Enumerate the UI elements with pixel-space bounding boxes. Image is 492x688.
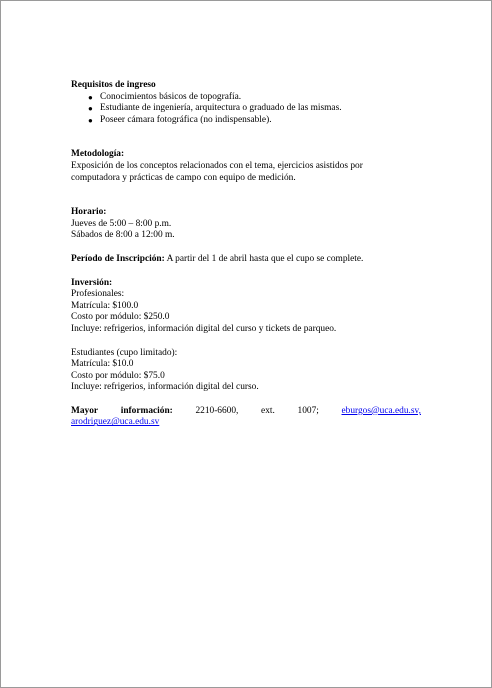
profesionales-costo: Costo por módulo: $250.0: [71, 312, 170, 323]
horario-heading: Horario:: [71, 207, 107, 218]
spacer: [71, 126, 421, 149]
list-item: [71, 92, 421, 104]
contacto-phone: 2210-6600,: [195, 405, 239, 416]
bullet-icon: ●: [88, 115, 93, 125]
list-item: [71, 103, 421, 115]
metodologia-section: [71, 149, 421, 184]
metodologia-heading: Metodología:: [71, 149, 125, 160]
horario-line2: Sábados de 8:00 a 12:00 m.: [71, 230, 175, 241]
metodologia-text-line1: Exposición de los conceptos relacionados con el tema, ejercicios asistidos por: [71, 160, 363, 171]
spacer: [71, 336, 421, 348]
inversion-heading: Inversión:: [71, 277, 113, 288]
inscripcion-label: Período de Inscripción:: [71, 253, 165, 264]
contacto-ext-number: 1007;: [297, 405, 319, 416]
inscripcion-text: A partir del 1 de abril hasta que el cupo se complete.: [164, 253, 364, 264]
email-link-arodriguez[interactable]: arodriguez@uca.edu.sv: [71, 417, 160, 428]
metodologia-text-line2: computadora y prácticas de campo con equipo de medición.: [71, 172, 296, 183]
profesionales-title: Profesionales:: [71, 289, 125, 300]
estudiantes-title: Estudiantes (cupo limitado):: [71, 347, 178, 358]
horario-line1: Jueves de 5:00 – 8:00 p.m.: [71, 218, 172, 229]
spacer: [71, 242, 421, 254]
contacto-ext: ext.: [261, 405, 275, 416]
contacto-label-word1: Mayor: [71, 405, 99, 416]
spacer: [71, 266, 421, 278]
estudiantes-costo: Costo por módulo: $75.0: [71, 370, 165, 381]
requisitos-section: [71, 80, 421, 126]
profesionales-incluye: Incluye: refrigerios, información digital del curso y tickets de parqueo.: [71, 323, 337, 334]
bullet-icon: ●: [88, 92, 93, 102]
bullet-icon: ●: [88, 104, 93, 114]
inversion-section: [71, 278, 421, 394]
spacer: [71, 394, 421, 406]
inscripcion-paragraph: [71, 254, 421, 266]
horario-section: [71, 207, 421, 242]
estudiantes-incluye: Incluye: refrigerios, información digital del curso.: [71, 382, 259, 393]
list-item: [71, 115, 421, 127]
list-item-text: Conocimientos básicos de topografía.: [100, 91, 242, 102]
list-item-text: Estudiante de ingeniería, arquitectura o graduado de las mismas.: [100, 103, 342, 114]
requisitos-heading: Requisitos de ingreso: [71, 80, 156, 90]
requisitos-list: [71, 92, 421, 127]
document-content: [71, 80, 421, 429]
list-item-text: Poseer cámara fotográfica (no indispensable).: [100, 114, 272, 125]
contacto-line2: [71, 417, 421, 429]
estudiantes-matricula: Matrícula: $10.0: [71, 359, 134, 370]
profesionales-matricula: Matrícula: $100.0: [71, 300, 139, 311]
contacto-line1: [71, 406, 421, 418]
contacto-label-word2: información:: [120, 405, 173, 416]
email-link-eburgos[interactable]: eburgos@uca.edu.sv,: [341, 405, 421, 416]
spacer: [71, 184, 421, 207]
contacto-section: [71, 406, 421, 429]
